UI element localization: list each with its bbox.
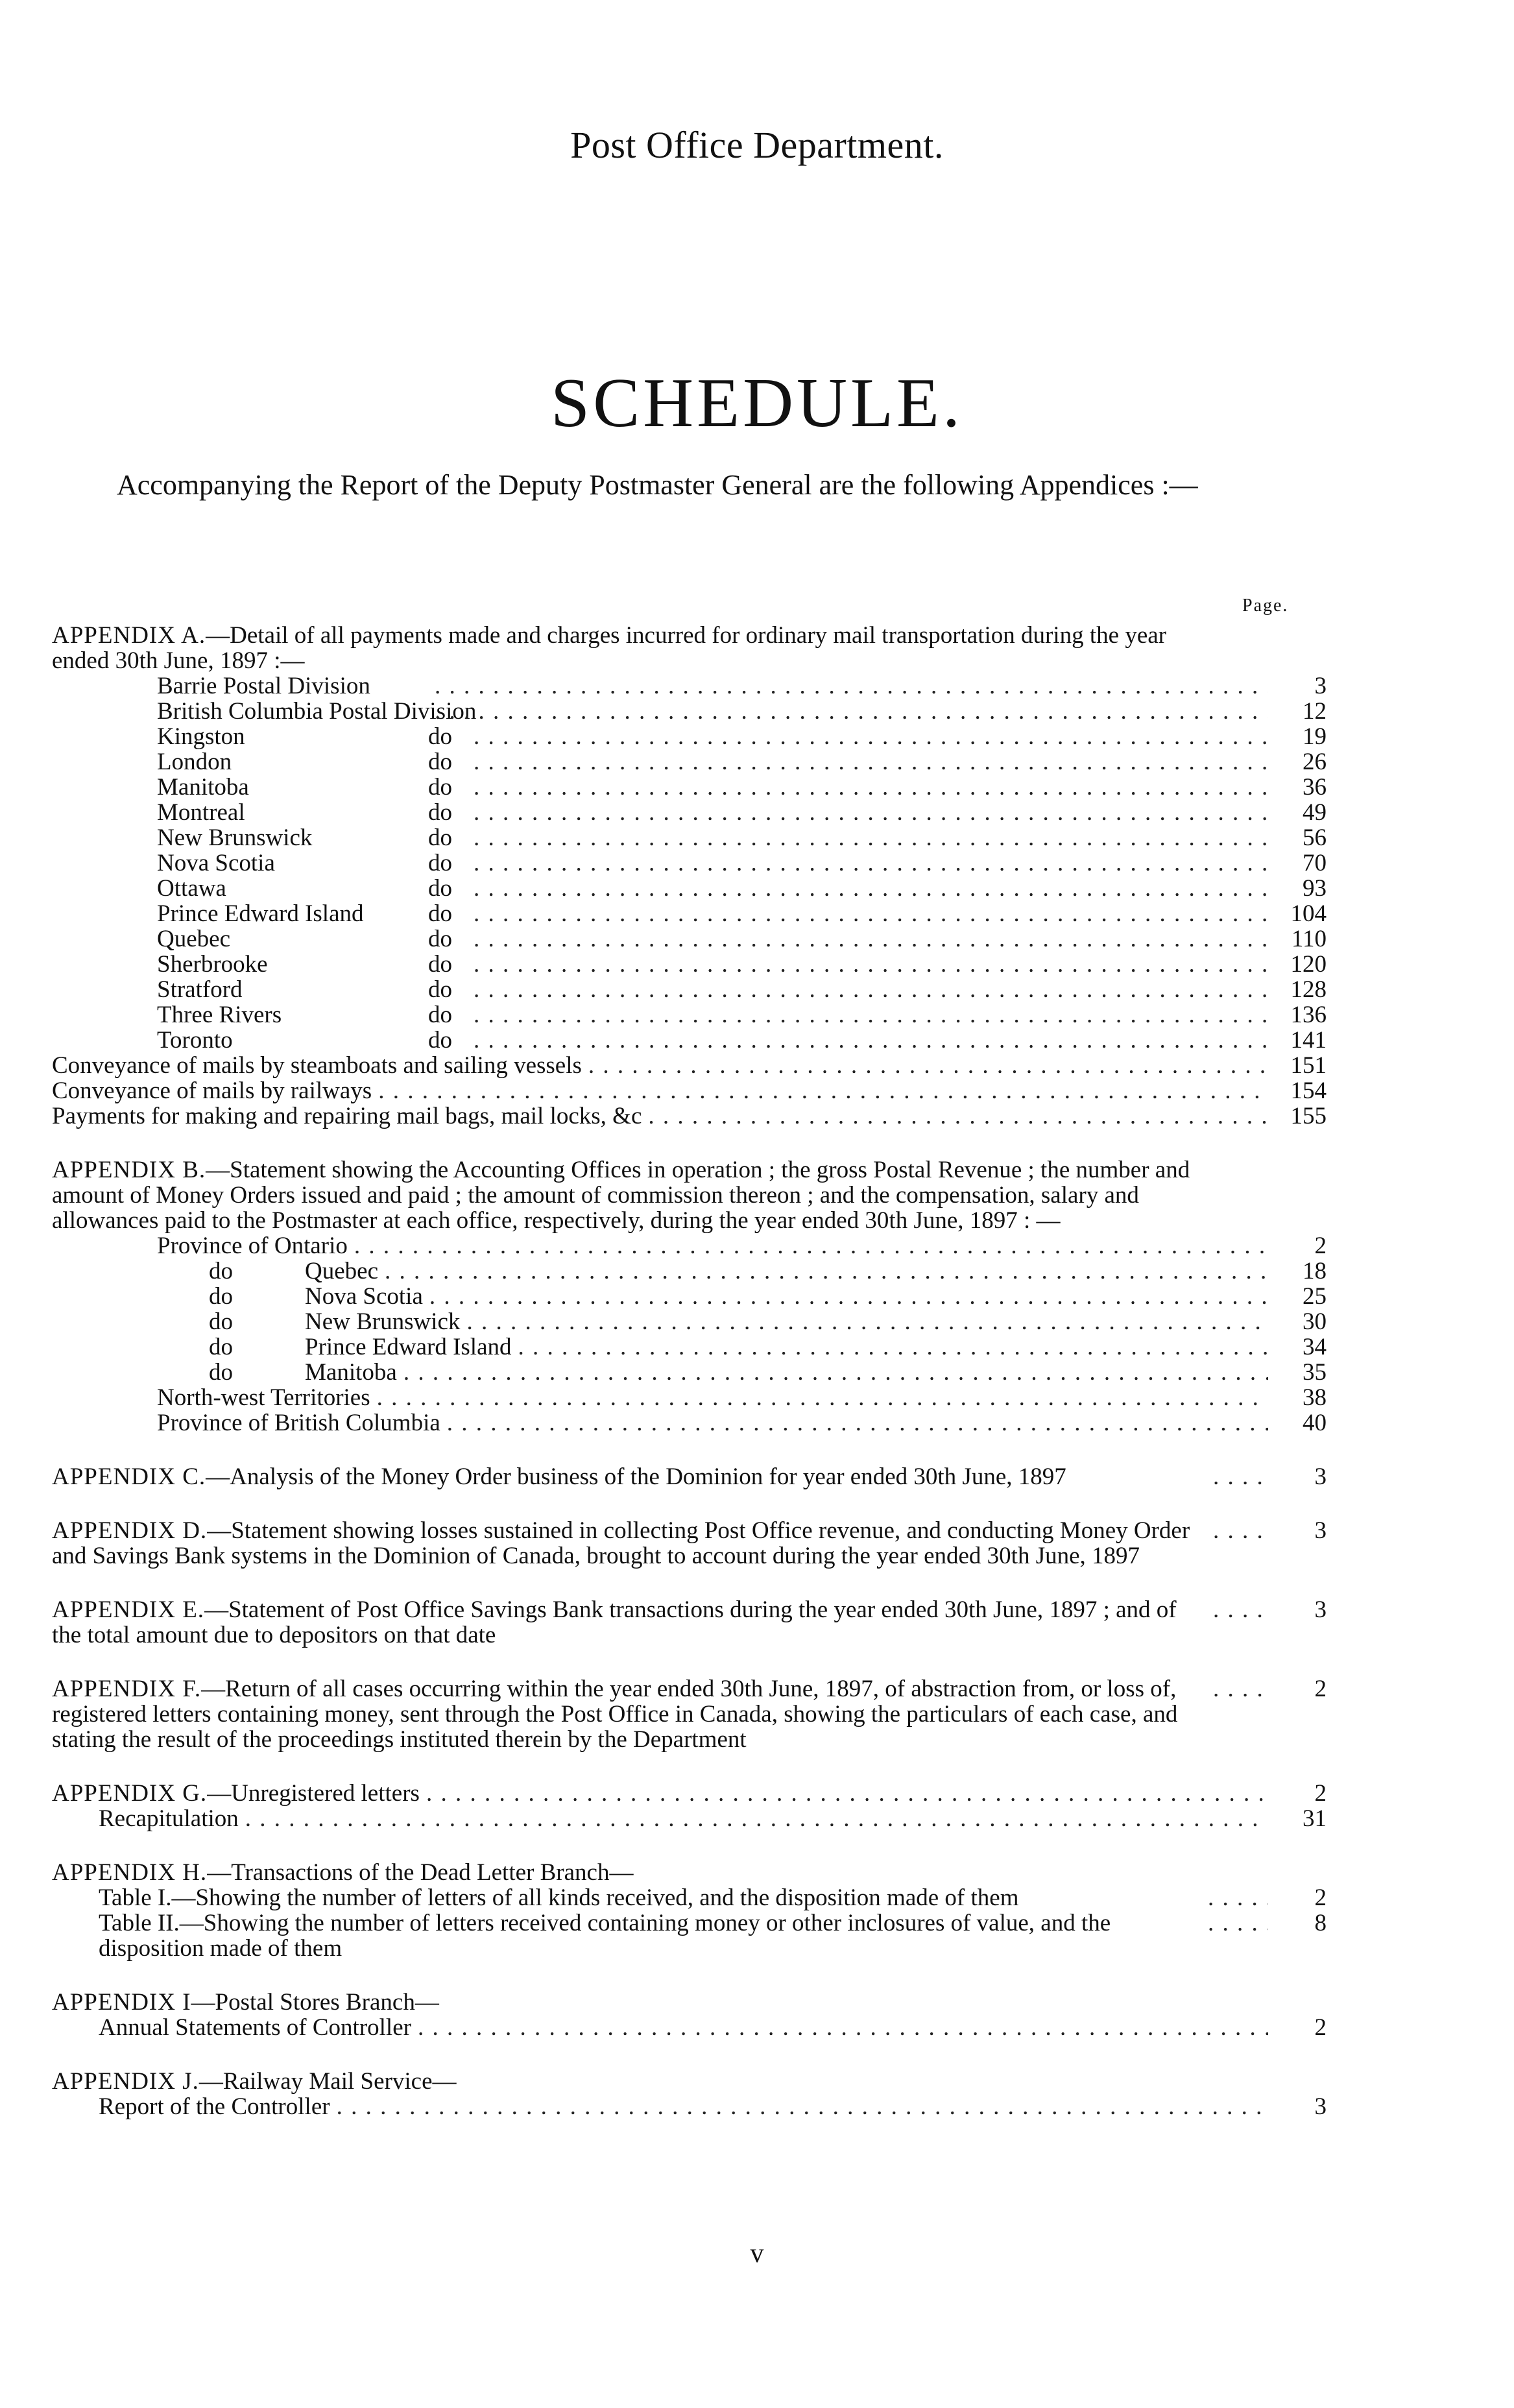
appendix-a-division-row xyxy=(52,724,1327,749)
appendix-i-desc: —Postal Stores Branch— xyxy=(191,1989,439,2016)
appendix-a-division-row xyxy=(52,1028,1327,1053)
leader-dots xyxy=(403,1360,1268,1385)
appendix-e xyxy=(52,1597,1327,1648)
page-number-cell: 34 xyxy=(1303,1334,1327,1360)
appendix-f-page: 2 xyxy=(1314,1676,1327,1702)
extra-name: Conveyance of mails by steamboats and sailing vessels xyxy=(52,1052,582,1079)
page-number-cell: 36 xyxy=(1303,774,1327,801)
page-number-cell: 26 xyxy=(1303,749,1327,775)
province-ditto: do xyxy=(209,1359,233,1386)
leader-dots xyxy=(1213,1676,1268,1702)
appendix-e-text xyxy=(52,1597,1207,1648)
appendix-a-tag: APPENDIX A. xyxy=(52,622,206,649)
province-ditto: do xyxy=(209,1283,233,1310)
appendix-b-row xyxy=(52,1233,1327,1258)
page-number-cell: 151 xyxy=(1290,1052,1327,1079)
leader-dots xyxy=(474,977,1268,1002)
division-ditto: do xyxy=(428,926,452,952)
page-column-label: Page. xyxy=(1242,596,1289,616)
appendix-g xyxy=(52,1781,1327,1831)
division-name: Toronto xyxy=(157,1027,233,1054)
leader-dots xyxy=(385,1258,1268,1284)
province-ditto: do xyxy=(209,1258,233,1284)
division-ditto: do xyxy=(428,900,452,927)
appendix-j-heading xyxy=(52,2069,1327,2094)
leader-dots xyxy=(435,699,1268,724)
province-name: Province of British Columbia xyxy=(157,1410,440,1436)
appendix-g-recap-page: 31 xyxy=(1303,1805,1327,1832)
appendix-a-extras xyxy=(52,1053,1327,1129)
leader-dots xyxy=(418,2015,1268,2040)
province-ditto: do xyxy=(209,1334,233,1360)
leader-dots xyxy=(474,724,1268,749)
appendix-h xyxy=(52,1860,1327,1961)
extra-name: Conveyance of mails by railways xyxy=(52,1078,372,1104)
page-number-cell: 12 xyxy=(1303,698,1327,725)
appendix-c-desc: —Analysis of the Money Order business of the Dominion for year ended 30th June, 1897 xyxy=(206,1463,1066,1490)
division-ditto: do xyxy=(428,774,452,801)
appendix-a-division-row xyxy=(52,775,1327,800)
page-number-cell: 30 xyxy=(1303,1308,1327,1335)
division-name: Sherbrooke xyxy=(157,951,268,978)
appendix-a-extra-row xyxy=(52,1078,1327,1103)
appendix-e-desc: —Statement of Post Office Savings Bank transactions during the year ended 30th June, 1897 ; and of the total amount due to depositors on that date xyxy=(52,1596,1177,1648)
appendix-b-row xyxy=(52,1410,1327,1436)
appendix-d xyxy=(52,1518,1327,1569)
appendix-j-row xyxy=(52,2094,1327,2119)
appendix-e-tag: APPENDIX E. xyxy=(52,1596,205,1623)
page-number-cell: 120 xyxy=(1290,951,1327,978)
appendix-c-page: 3 xyxy=(1314,1463,1327,1490)
appendix-a-extra-row xyxy=(52,1053,1327,1078)
leader-dots xyxy=(474,825,1268,850)
appendix-b-heading xyxy=(52,1157,1207,1233)
appendix-j-tag: APPENDIX J. xyxy=(52,2068,199,2095)
appendix-g-tag: APPENDIX G. xyxy=(52,1780,208,1807)
leader-dots xyxy=(474,749,1268,775)
division-name: Prince Edward Island xyxy=(157,900,364,927)
page-number-cell: 3 xyxy=(1314,673,1327,699)
leader-dots xyxy=(245,1806,1268,1831)
appendix-h-desc: —Transactions of the Dead Letter Branch— xyxy=(207,1859,634,1886)
appendix-a-division-row xyxy=(52,850,1327,876)
appendix-h-table1: Table I.—Showing the number of letters of all kinds received, and the disposition made of them xyxy=(99,1884,1019,1911)
page-number-cell: 154 xyxy=(1290,1078,1327,1104)
province-name: New Brunswick xyxy=(305,1308,461,1335)
leader-dots xyxy=(474,876,1268,901)
leader-dots xyxy=(429,1284,1268,1309)
extra-name: Payments for making and repairing mail bags, mail locks, &c xyxy=(52,1103,642,1129)
page-number-cell: 136 xyxy=(1290,1002,1327,1028)
leader-dots xyxy=(474,775,1268,800)
leader-dots xyxy=(474,850,1268,876)
leader-dots xyxy=(474,1002,1268,1028)
leader-dots xyxy=(337,2094,1268,2119)
division-name: Quebec xyxy=(157,926,230,952)
appendix-h-table2-row xyxy=(52,1910,1327,1961)
appendix-b-desc: —Statement showing the Accounting Offices in operation ; the gross Postal Revenue ; the number and amount of Money Orders issued and paid ; the amount of commission thereon ; and the compensation, salary and allowances paid to the Postmaster at each office, respectively, during the year ended 30th June, 1897 : — xyxy=(52,1157,1190,1234)
leader-dots xyxy=(354,1233,1268,1258)
appendix-c xyxy=(52,1464,1327,1489)
appendix-j-desc: —Railway Mail Service— xyxy=(198,2068,457,2095)
schedule-title: SCHEDULE. xyxy=(551,365,963,442)
appendix-c-tag: APPENDIX C. xyxy=(52,1463,206,1490)
appendix-g-page: 2 xyxy=(1314,1780,1327,1807)
division-name: Manitoba xyxy=(157,774,249,801)
leader-dots xyxy=(377,1385,1268,1410)
appendix-a-desc: —Detail of all payments made and charges incurred for ordinary mail transportation during the year ended 30th June, 1897 :— xyxy=(52,622,1167,674)
page-number-cell: 35 xyxy=(1303,1359,1327,1386)
page-number-cell: 155 xyxy=(1290,1103,1327,1129)
appendix-f-tag: APPENDIX F. xyxy=(52,1676,202,1702)
page-number-cell: 25 xyxy=(1303,1283,1327,1310)
appendix-b-row xyxy=(52,1258,1327,1284)
division-name: British Columbia Postal Division xyxy=(157,698,477,725)
appendix-c-row xyxy=(52,1464,1327,1489)
appendix-i xyxy=(52,1990,1327,2040)
appendix-g-text xyxy=(52,1781,420,1806)
province-name: Prince Edward Island xyxy=(305,1334,512,1360)
province-name: Province of Ontario xyxy=(157,1233,348,1259)
page-number-cell: 18 xyxy=(1303,1258,1327,1284)
page-number-cell: 56 xyxy=(1303,825,1327,851)
appendix-a-division-row xyxy=(52,749,1327,775)
appendix-i-row xyxy=(52,2015,1327,2040)
appendix-h-table2: Table II.—Showing the number of letters received containing money or other inclosures of value, and the disposition made of them xyxy=(99,1910,1111,1962)
appendix-i-page: 2 xyxy=(1314,2014,1327,2041)
appendix-a-division-row xyxy=(52,901,1327,926)
province-ditto: do xyxy=(209,1308,233,1335)
page-number-cell: 141 xyxy=(1290,1027,1327,1054)
appendix-d-text xyxy=(52,1518,1207,1569)
page-number-cell: 110 xyxy=(1291,926,1327,952)
division-ditto: do xyxy=(428,875,452,902)
appendix-a xyxy=(52,623,1327,1129)
appendix-a-extra-row xyxy=(52,1103,1327,1129)
appendix-f-row xyxy=(52,1676,1327,1752)
leader-dots xyxy=(588,1053,1268,1078)
appendix-a-division-row xyxy=(52,977,1327,1002)
leader-dots xyxy=(1208,1910,1268,1936)
appendix-f-text xyxy=(52,1676,1207,1752)
appendix-f xyxy=(52,1676,1327,1752)
page-number-cell: 2 xyxy=(1314,1233,1327,1259)
page-number-cell: 70 xyxy=(1303,850,1327,876)
division-ditto: do xyxy=(428,799,452,826)
page-number-cell: 40 xyxy=(1303,1410,1327,1436)
appendix-h-table1-page: 2 xyxy=(1314,1884,1327,1911)
appendix-b-row xyxy=(52,1334,1327,1360)
leader-dots xyxy=(466,1309,1268,1334)
province-name: North-west Territories xyxy=(157,1384,370,1411)
leader-dots xyxy=(474,901,1268,926)
appendix-e-page: 3 xyxy=(1314,1596,1327,1623)
appendix-b-row xyxy=(52,1309,1327,1334)
division-name: London xyxy=(157,749,232,775)
leader-dots xyxy=(426,1781,1268,1806)
division-name: New Brunswick xyxy=(157,825,313,851)
appendix-j-line: Report of the Controller xyxy=(99,2093,330,2120)
appendix-b-tag: APPENDIX B. xyxy=(52,1157,206,1183)
leader-dots xyxy=(1213,1464,1268,1489)
appendix-a-division-row xyxy=(52,825,1327,850)
appendix-a-divisions xyxy=(52,673,1327,1053)
page-number: v xyxy=(750,2239,764,2269)
appendix-h-tag: APPENDIX H. xyxy=(52,1859,208,1886)
division-ditto: do xyxy=(428,825,452,851)
appendix-a-heading xyxy=(52,623,1207,673)
division-ditto: do xyxy=(428,951,452,978)
division-name: Stratford xyxy=(157,976,243,1003)
leader-dots xyxy=(1213,1518,1268,1543)
appendix-a-division-row xyxy=(52,1002,1327,1028)
appendix-d-tag: APPENDIX D. xyxy=(52,1517,208,1544)
leader-dots xyxy=(648,1103,1268,1129)
appendix-h-table1-row xyxy=(52,1885,1327,1910)
appendix-a-division-row xyxy=(52,673,1327,699)
page-number-cell: 104 xyxy=(1290,900,1327,927)
intro-text: Accompanying the Report of the Deputy Postmaster General are the following Appendices :— xyxy=(117,469,1198,501)
appendix-a-division-row xyxy=(52,952,1327,977)
division-name: Nova Scotia xyxy=(157,850,275,876)
division-ditto: do xyxy=(428,1002,452,1028)
division-name: Ottawa xyxy=(157,875,226,902)
province-name: Manitoba xyxy=(305,1359,397,1386)
page-number-cell: 49 xyxy=(1303,799,1327,826)
appendix-g-desc: —Unregistered letters xyxy=(207,1780,420,1807)
appendix-b-row xyxy=(52,1360,1327,1385)
appendix-i-heading xyxy=(52,1990,1327,2015)
appendix-j-page: 3 xyxy=(1314,2093,1327,2120)
appendix-h-heading xyxy=(52,1860,1327,1885)
appendix-a-division-row xyxy=(52,876,1327,901)
leader-dots xyxy=(474,952,1268,977)
appendix-d-desc: —Statement showing losses sustained in collecting Post Office revenue, and conducting Money Order and Savings Bank systems in the Dominion of Canada, brought to account during the year ended 30th June, 1897 xyxy=(52,1517,1190,1569)
appendix-b-row xyxy=(52,1385,1327,1410)
leader-dots xyxy=(435,673,1268,699)
appendix-a-division-row xyxy=(52,800,1327,825)
department-header: Post Office Department. xyxy=(570,124,944,166)
division-name: Kingston xyxy=(157,723,245,750)
page-number-cell: 128 xyxy=(1290,976,1327,1003)
appendix-f-desc: —Return of all cases occurring within the year ended 30th June, 1897, of abstraction from, or loss of, registered letters containing money, sent through the Post Office in Canada, showing the particulars of each case, and stating the result of the proceedings instituted therein by the Department xyxy=(52,1676,1178,1753)
appendix-g-recap-row xyxy=(52,1806,1327,1831)
appendix-i-tag: APPENDIX I xyxy=(52,1989,191,2016)
leader-dots xyxy=(518,1334,1268,1360)
division-name: Three Rivers xyxy=(157,1002,282,1028)
appendix-list xyxy=(52,623,1327,2148)
division-name: Montreal xyxy=(157,799,245,826)
appendix-i-line: Annual Statements of Controller xyxy=(99,2014,411,2041)
division-ditto: do xyxy=(428,749,452,775)
leader-dots xyxy=(474,800,1268,825)
leader-dots xyxy=(378,1078,1268,1103)
page-number-cell: 38 xyxy=(1303,1384,1327,1411)
leader-dots xyxy=(1213,1597,1268,1622)
appendix-c-text xyxy=(52,1464,1207,1489)
appendix-h-table2-page: 8 xyxy=(1314,1910,1327,1936)
leader-dots xyxy=(474,1028,1268,1053)
appendix-b-row xyxy=(52,1284,1327,1309)
appendix-e-row xyxy=(52,1597,1327,1648)
appendix-a-division-row xyxy=(52,926,1327,952)
province-name: Quebec xyxy=(305,1258,378,1284)
appendix-j xyxy=(52,2069,1327,2119)
leader-dots xyxy=(447,1410,1268,1436)
appendix-d-row xyxy=(52,1518,1327,1569)
appendix-g-row xyxy=(52,1781,1327,1806)
province-name: Nova Scotia xyxy=(305,1283,423,1310)
leader-dots xyxy=(1208,1885,1268,1910)
division-ditto: do xyxy=(428,976,452,1003)
leader-dots xyxy=(474,926,1268,952)
appendix-d-page: 3 xyxy=(1314,1517,1327,1544)
division-ditto: do xyxy=(428,850,452,876)
intro-paragraph xyxy=(52,467,1349,503)
page-number-cell: 93 xyxy=(1303,875,1327,902)
division-ditto: do xyxy=(428,723,452,750)
division-ditto: do xyxy=(428,1027,452,1054)
division-name: Barrie Postal Division xyxy=(157,673,370,699)
appendix-g-recap: Recapitulation xyxy=(99,1805,239,1832)
page-number-cell: 19 xyxy=(1303,723,1327,750)
appendix-b xyxy=(52,1157,1327,1436)
appendix-b-rows xyxy=(52,1233,1327,1436)
appendix-a-division-row xyxy=(52,699,1327,724)
